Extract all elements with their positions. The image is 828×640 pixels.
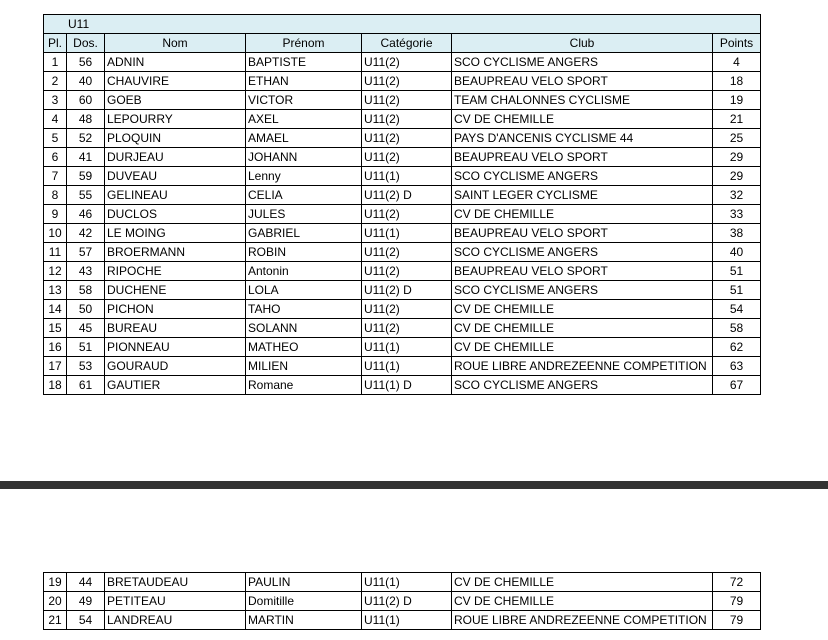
cell-last-name: PICHON [105, 300, 246, 319]
table-row [44, 262, 761, 281]
cell-bib: 49 [67, 592, 105, 611]
cell-first-name: BAPTISTE [246, 53, 362, 72]
cell-first-name: Lenny [246, 167, 362, 186]
cell-points: 63 [713, 357, 761, 376]
cell-first-name: JOHANN [246, 148, 362, 167]
cell-place: 16 [44, 338, 67, 357]
cell-points: 79 [713, 592, 761, 611]
cell-bib: 55 [67, 186, 105, 205]
cell-last-name: LE MOING [105, 224, 246, 243]
cell-place: 20 [44, 592, 67, 611]
header-points: Points [713, 34, 761, 53]
cell-place: 21 [44, 611, 67, 630]
cell-first-name: MATHEO [246, 338, 362, 357]
cell-category: U11(2) [362, 262, 452, 281]
cell-category: U11(1) [362, 357, 452, 376]
cell-last-name: GOEB [105, 91, 246, 110]
cell-bib: 41 [67, 148, 105, 167]
table-row [44, 110, 761, 129]
header-bib: Dos. [67, 34, 105, 53]
cell-place: 17 [44, 357, 67, 376]
cell-club: CV DE CHEMILLE [452, 592, 713, 611]
cell-points: 29 [713, 167, 761, 186]
cell-club: ROUE LIBRE ANDREZEENNE COMPETITION [452, 611, 713, 630]
cell-place: 13 [44, 281, 67, 300]
cell-place: 10 [44, 224, 67, 243]
cell-last-name: CHAUVIRE [105, 72, 246, 91]
header-last-name: Nom [105, 34, 246, 53]
cell-category: U11(2) D [362, 281, 452, 300]
cell-points: 25 [713, 129, 761, 148]
category-title-row [44, 15, 761, 34]
cell-category: U11(1) [362, 338, 452, 357]
table-row [44, 243, 761, 262]
cell-club: CV DE CHEMILLE [452, 573, 713, 592]
cell-last-name: DURJEAU [105, 148, 246, 167]
table-row [44, 224, 761, 243]
cell-first-name: TAHO [246, 300, 362, 319]
cell-category: U11(2) [362, 205, 452, 224]
cell-category: U11(1) D [362, 376, 452, 395]
cell-last-name: DUCLOS [105, 205, 246, 224]
cell-place: 7 [44, 167, 67, 186]
cell-club: ROUE LIBRE ANDREZEENNE COMPETITION [452, 357, 713, 376]
cell-place: 4 [44, 110, 67, 129]
header-category: Catégorie [362, 34, 452, 53]
cell-last-name: ADNIN [105, 53, 246, 72]
cell-bib: 56 [67, 53, 105, 72]
cell-place: 19 [44, 573, 67, 592]
page-divider [0, 481, 828, 489]
cell-club: CV DE CHEMILLE [452, 338, 713, 357]
header-first-name: Prénom [246, 34, 362, 53]
cell-category: U11(2) [362, 319, 452, 338]
table-row [44, 148, 761, 167]
table-row [44, 167, 761, 186]
cell-first-name: MARTIN [246, 611, 362, 630]
table-row [44, 300, 761, 319]
cell-bib: 45 [67, 319, 105, 338]
cell-bib: 58 [67, 281, 105, 300]
table-row [44, 72, 761, 91]
cell-category: U11(1) [362, 167, 452, 186]
cell-club: CV DE CHEMILLE [452, 319, 713, 338]
cell-points: 33 [713, 205, 761, 224]
cell-bib: 60 [67, 91, 105, 110]
table-row [44, 357, 761, 376]
results-body [44, 53, 761, 395]
cell-club: TEAM CHALONNES CYCLISME [452, 91, 713, 110]
table-row [44, 205, 761, 224]
cell-points: 58 [713, 319, 761, 338]
cell-points: 40 [713, 243, 761, 262]
cell-club: SAINT LEGER CYCLISME [452, 186, 713, 205]
cell-last-name: PIONNEAU [105, 338, 246, 357]
cell-category: U11(2) [362, 110, 452, 129]
cell-first-name: JULES [246, 205, 362, 224]
header-club: Club [452, 34, 713, 53]
table-row [44, 611, 761, 630]
cell-category: U11(1) [362, 224, 452, 243]
cell-category: U11(1) [362, 611, 452, 630]
cell-place: 14 [44, 300, 67, 319]
cell-category: U11(2) [362, 91, 452, 110]
cell-first-name: VICTOR [246, 91, 362, 110]
cell-points: 54 [713, 300, 761, 319]
cell-last-name: DUCHENE [105, 281, 246, 300]
cell-bib: 48 [67, 110, 105, 129]
cell-bib: 42 [67, 224, 105, 243]
cell-club: PAYS D'ANCENIS CYCLISME 44 [452, 129, 713, 148]
cell-points: 32 [713, 186, 761, 205]
cell-first-name: LOLA [246, 281, 362, 300]
cell-points: 19 [713, 91, 761, 110]
results-table-continued [43, 572, 761, 630]
table-row [44, 338, 761, 357]
cell-first-name: ROBIN [246, 243, 362, 262]
cell-category: U11(2) [362, 243, 452, 262]
cell-last-name: GOURAUD [105, 357, 246, 376]
results-page-2 [43, 572, 760, 630]
cell-points: 18 [713, 72, 761, 91]
cell-club: SCO CYCLISME ANGERS [452, 243, 713, 262]
cell-bib: 52 [67, 129, 105, 148]
cell-place: 1 [44, 53, 67, 72]
cell-points: 51 [713, 281, 761, 300]
cell-place: 11 [44, 243, 67, 262]
cell-category: U11(2) [362, 300, 452, 319]
cell-first-name: Domitille [246, 592, 362, 611]
cell-club: CV DE CHEMILLE [452, 205, 713, 224]
cell-club: CV DE CHEMILLE [452, 300, 713, 319]
cell-last-name: PLOQUIN [105, 129, 246, 148]
cell-first-name: Romane [246, 376, 362, 395]
results-table [43, 14, 761, 395]
cell-first-name: ETHAN [246, 72, 362, 91]
cell-bib: 51 [67, 338, 105, 357]
cell-last-name: GELINEAU [105, 186, 246, 205]
cell-club: BEAUPREAU VELO SPORT [452, 148, 713, 167]
cell-category: U11(2) [362, 72, 452, 91]
cell-points: 51 [713, 262, 761, 281]
cell-club: SCO CYCLISME ANGERS [452, 376, 713, 395]
cell-bib: 54 [67, 611, 105, 630]
results-body-continued [44, 573, 761, 630]
cell-first-name: MILIEN [246, 357, 362, 376]
cell-bib: 61 [67, 376, 105, 395]
cell-bib: 44 [67, 573, 105, 592]
cell-points: 29 [713, 148, 761, 167]
cell-club: SCO CYCLISME ANGERS [452, 53, 713, 72]
cell-last-name: LEPOURRY [105, 110, 246, 129]
cell-first-name: PAULIN [246, 573, 362, 592]
cell-first-name: AMAEL [246, 129, 362, 148]
cell-bib: 57 [67, 243, 105, 262]
table-row [44, 281, 761, 300]
cell-last-name: GAUTIER [105, 376, 246, 395]
cell-last-name: BROERMANN [105, 243, 246, 262]
cell-place: 9 [44, 205, 67, 224]
cell-place: 2 [44, 72, 67, 91]
cell-place: 18 [44, 376, 67, 395]
cell-bib: 53 [67, 357, 105, 376]
cell-last-name: RIPOCHE [105, 262, 246, 281]
cell-category: U11(2) D [362, 592, 452, 611]
cell-club: SCO CYCLISME ANGERS [452, 281, 713, 300]
cell-last-name: DUVEAU [105, 167, 246, 186]
cell-last-name: BRETAUDEAU [105, 573, 246, 592]
cell-points: 62 [713, 338, 761, 357]
category-title: U11 [44, 15, 761, 34]
cell-last-name: BUREAU [105, 319, 246, 338]
cell-club: BEAUPREAU VELO SPORT [452, 72, 713, 91]
cell-club: CV DE CHEMILLE [452, 110, 713, 129]
cell-last-name: LANDREAU [105, 611, 246, 630]
cell-points: 21 [713, 110, 761, 129]
cell-place: 3 [44, 91, 67, 110]
table-row [44, 573, 761, 592]
cell-place: 12 [44, 262, 67, 281]
cell-points: 72 [713, 573, 761, 592]
cell-first-name: GABRIEL [246, 224, 362, 243]
cell-bib: 40 [67, 72, 105, 91]
cell-first-name: Antonin [246, 262, 362, 281]
cell-place: 5 [44, 129, 67, 148]
header-row [44, 34, 761, 53]
table-row [44, 186, 761, 205]
cell-club: BEAUPREAU VELO SPORT [452, 224, 713, 243]
cell-bib: 59 [67, 167, 105, 186]
cell-points: 38 [713, 224, 761, 243]
cell-last-name: PETITEAU [105, 592, 246, 611]
cell-place: 8 [44, 186, 67, 205]
cell-bib: 46 [67, 205, 105, 224]
cell-category: U11(2) [362, 53, 452, 72]
table-row [44, 319, 761, 338]
cell-club: BEAUPREAU VELO SPORT [452, 262, 713, 281]
results-page-1 [43, 14, 760, 395]
cell-bib: 50 [67, 300, 105, 319]
cell-bib: 43 [67, 262, 105, 281]
cell-first-name: SOLANN [246, 319, 362, 338]
cell-points: 79 [713, 611, 761, 630]
cell-points: 4 [713, 53, 761, 72]
cell-points: 67 [713, 376, 761, 395]
table-row [44, 53, 761, 72]
cell-club: SCO CYCLISME ANGERS [452, 167, 713, 186]
cell-place: 6 [44, 148, 67, 167]
cell-category: U11(2) [362, 129, 452, 148]
cell-first-name: CELIA [246, 186, 362, 205]
table-row [44, 592, 761, 611]
table-row [44, 91, 761, 110]
header-place: Pl. [44, 34, 67, 53]
cell-category: U11(1) [362, 573, 452, 592]
cell-category: U11(2) [362, 148, 452, 167]
cell-first-name: AXEL [246, 110, 362, 129]
cell-place: 15 [44, 319, 67, 338]
table-row [44, 129, 761, 148]
cell-category: U11(2) D [362, 186, 452, 205]
table-row [44, 376, 761, 395]
